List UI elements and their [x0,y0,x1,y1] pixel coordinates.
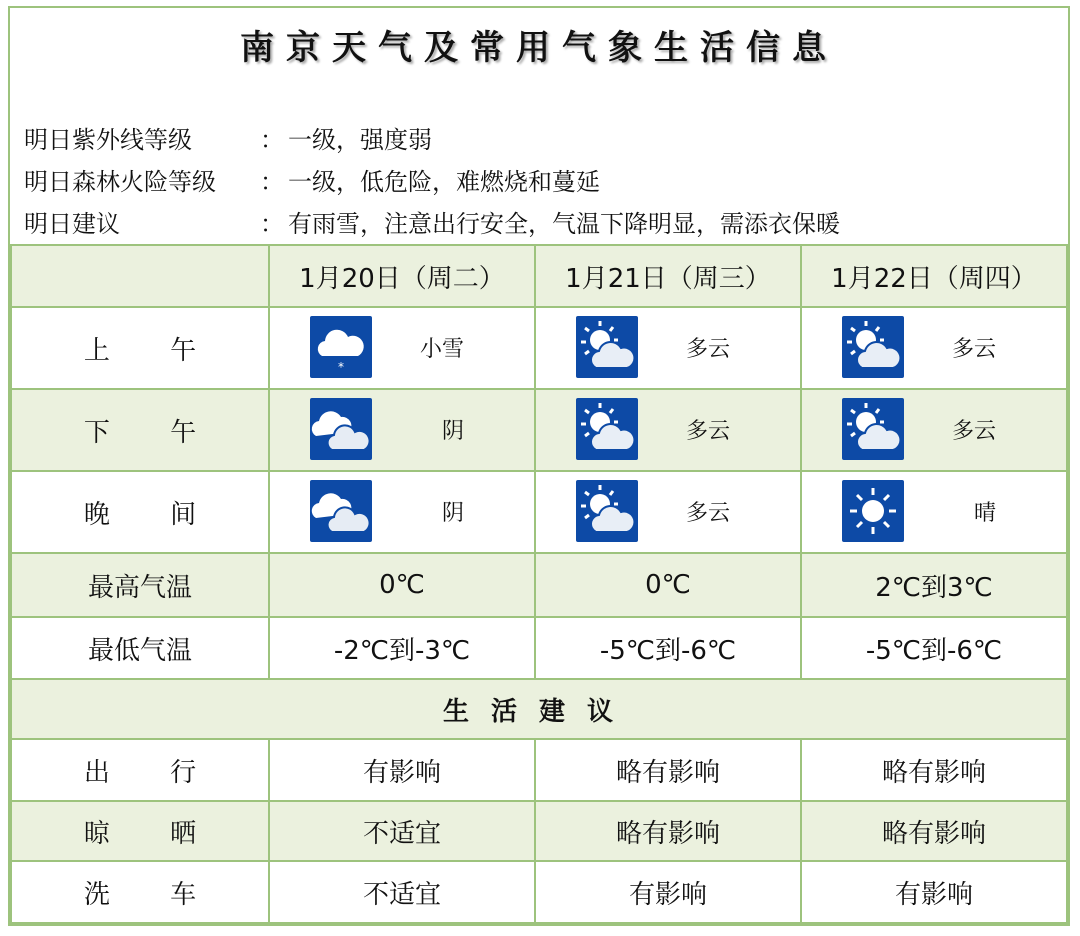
info-colon: ： [260,126,284,154]
info-value: 有雨雪，注意出行安全，气温下降明显，需添衣保暖 [288,210,840,238]
forecast-table [10,244,1068,924]
info-label: 明日建议 [24,210,120,238]
life-section-header [11,679,1067,739]
period-label: 晚 间 [11,471,269,553]
period-row-evening [11,471,1067,553]
life-value: 不适宜 [269,801,535,861]
weather-cell [269,389,535,471]
period-label: 上 午 [11,307,269,389]
weather-desc: 多云 [685,501,730,526]
info-value: 一级，强度弱 [288,126,432,154]
life-value: 有影响 [269,739,535,801]
overcast-icon [310,480,372,542]
low-temp-value: -5℃到-6℃ [801,617,1067,679]
weather-cell [269,307,535,389]
weather-cell [801,307,1067,389]
weather-cell [535,307,801,389]
weather-desc: 晴 [973,501,996,526]
date-header-row [11,245,1067,307]
high-temp-value: 2℃到3℃ [801,553,1067,617]
advice-line [24,204,840,239]
period-row-afternoon [11,389,1067,471]
life-value: 不适宜 [269,861,535,923]
svg-text:*: * [338,360,344,374]
high-temp-value: 0℃ [269,553,535,617]
corner-cell [11,245,269,307]
weather-desc: 阴 [441,419,464,444]
weather-cell [535,471,801,553]
life-value: 略有影响 [535,801,801,861]
snow-cloud-icon [310,316,372,378]
info-value: 一级，低危险，难燃烧和蔓延 [288,168,600,196]
weather-cell [269,471,535,553]
partly-cloudy-icon [842,316,904,378]
weather-cell [801,471,1067,553]
weather-desc: 阴 [441,501,464,526]
weather-desc: 多云 [685,337,730,362]
fire-risk-line [24,162,600,197]
partly-cloudy-icon [842,398,904,460]
date-cell: 1月21日（周三） [535,245,801,307]
low-temp-row [11,617,1067,679]
info-colon: ： [260,210,284,238]
weather-cell [535,389,801,471]
life-value: 略有影响 [801,801,1067,861]
life-value: 有影响 [801,861,1067,923]
high-temp-label: 最高气温 [11,553,269,617]
high-temp-row [11,553,1067,617]
overcast-icon [310,398,372,460]
info-label: 明日紫外线等级 [24,126,192,154]
low-temp-value: -5℃到-6℃ [535,617,801,679]
weather-desc: 小雪 [419,337,464,362]
sunny-icon [842,480,904,542]
life-row-drying [11,801,1067,861]
life-section-title: 生活建议 [11,679,1067,739]
partly-cloudy-icon [576,316,638,378]
high-temp-value: 0℃ [535,553,801,617]
life-label: 晾 晒 [11,801,269,861]
partly-cloudy-icon [576,398,638,460]
period-label: 下 午 [11,389,269,471]
life-label: 洗 车 [11,861,269,923]
life-row-carwash [11,861,1067,923]
weather-cell [801,389,1067,471]
life-value: 略有影响 [801,739,1067,801]
uv-level-line [24,120,432,155]
low-temp-value: -2℃到-3℃ [269,617,535,679]
weather-card [8,6,1070,926]
partly-cloudy-icon [576,480,638,542]
life-row-travel [11,739,1067,801]
life-value: 略有影响 [535,739,801,801]
life-label: 出 行 [11,739,269,801]
period-row-morning [11,307,1067,389]
date-cell: 1月22日（周四） [801,245,1067,307]
weather-desc: 多云 [951,419,996,444]
info-label: 明日森林火险等级 [24,168,216,196]
page-title: 南京天气及常用气象生活信息 [240,28,838,68]
info-colon: ： [260,168,284,196]
weather-desc: 多云 [951,337,996,362]
life-value: 有影响 [535,861,801,923]
date-cell: 1月20日（周二） [269,245,535,307]
weather-desc: 多云 [685,419,730,444]
low-temp-label: 最低气温 [11,617,269,679]
